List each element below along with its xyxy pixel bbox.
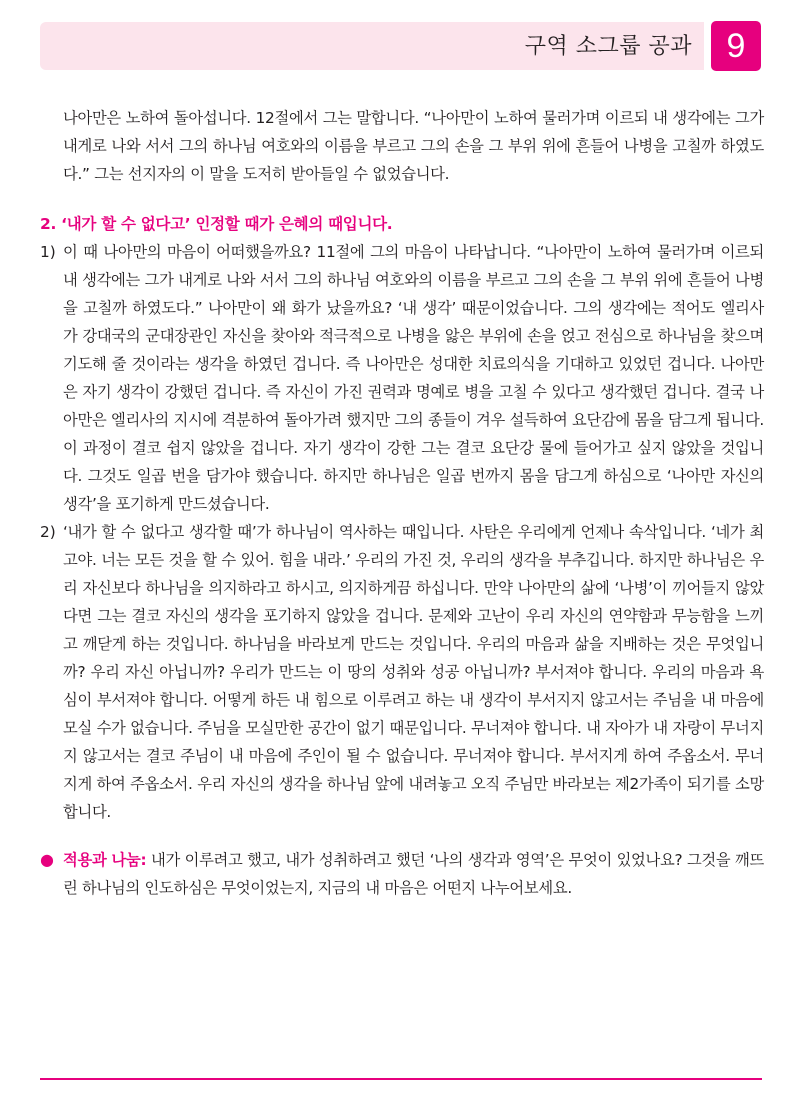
- list-item-text: 이 때 나아만의 마음이 어떠했을까요? 11절에 그의 마음이 나타납니다. “나아만이 노하여 물러가며 이르되 내 생각에는 그가 내게로 나와 서서 그의 하나님 여호와의 이름을 부르고 그의 손을 그 부위 위에 흔들어 나병을 고칠까 하였도다.” 나아만이 왜 화가 났을까요? ‘내 생각’ 때문이었습니다. 그의 생각에는 적어도 엘리사가 강대국의 군대장관인 자신을 찾아와 적극적으로 나병을 앓은 부위에 손을 얹고 전심으로 하나님을 찾으며 기도해 줄 것이라는 생각을 하였던 겁니다. 즉 나아만은 성대한 치료의식을 기대하고 있었던 겁니다. 나아만은 자기 생각이 강했던 겁니다. 즉 자신이 가진 권력과 명예로 병을 고칠 수 있다고 생각했던 겁니다. 결국 나아만은 엘리사의 지시에 격분하여 돌아가려 했지만 그의 종들이 겨우 설득하여 요단감에 몸을 담그게 됩니다. 이 과정이 결코 쉽지 않았을 겁니다. 자기 생각이 강한 그는 결코 요단강 물에 들어가고 싶지 않았을 것입니다. 그것도 일곱 번을 담가야 했습니다. 하지만 하나님은 일곱 번까지 몸을 담그게 하심으로 ‘나아만 자신의 생각’을 포기하게 만드셨습니다.: [63, 243, 764, 513]
- footer-divider: [40, 1078, 762, 1080]
- application-section: [40, 846, 764, 902]
- list-item-number: 2): [40, 523, 56, 541]
- bullet-icon: ●: [40, 850, 54, 869]
- intro-paragraph: 나아만은 노하여 돌아섭니다. 12절에서 그는 말합니다. “나아만이 노하여 물러가며 이르되 내 생각에는 그가 내게로 나와 서서 그의 하나님 여호와의 이름을 부르고 그의 손을 그 부위 위에 흔들어 나병을 고칠까 하였도다.” 그는 선지자의 이 말을 도저히 받아들일 수 없었습니다.: [63, 109, 764, 183]
- application-label: 적용과 나눔:: [63, 851, 147, 869]
- list-item-number: 1): [40, 243, 56, 261]
- page-title: 구역 소그룹 공과: [524, 34, 692, 59]
- main-content: [40, 104, 764, 902]
- list-item-text: ‘내가 할 수 없다고 생각할 때’가 하나님이 역사하는 때입니다. 사탄은 우리에게 언제나 속삭입니다. ‘네가 최고야. 너는 모든 것을 할 수 있어. 힘을 내라.’ 우리의 가진 것, 우리의 생각을 부추깁니다. 하지만 하나님은 우리 자신보다 하나님을 의지하라고 하시고, 의지하게끔 하십니다. 만약 나아만의 삶에 ‘나병’이 끼어들지 않았다면 그는 결코 자신의 생각을 포기하지 않았을 겁니다. 문제와 고난이 우리 자신의 연약함과 무능함을 느끼고 깨닫게 하는 것입니다. 하나님을 바라보게 만드는 것입니다. 우리의 마음과 삶을 지배하는 것은 무엇입니까? 우리 자신 아닙니까? 우리가 만드는 이 땅의 성취와 성공 아닙니까? 부서져야 합니다. 우리의 마음과 욕심이 부서져야 합니다. 어떻게 하든 내 힘으로 이루려고 하는 내 생각이 부서지지 않고서는 주님을 내 마음에 모실 수가 없습니다. 주님을 모실만한 공간이 없기 때문입니다. 무너져야 합니다. 내 자아가 내 자랑이 무너지지 않고서는 결코 주님이 내 마음에 주인이 될 수 없습니다. 무너져야 합니다. 부서지게 하여 주옵소서. 무너지게 하여 주옵소서. 우리 자신의 생각을 하나님 앞에 내려놓고 오직 주님만 바라보는 제2가족이 되기를 소망합니다.: [63, 523, 764, 821]
- list-item: [40, 518, 764, 826]
- list-item: [40, 238, 764, 518]
- application-body: 내가 이루려고 했고, 내가 성취하려고 했던 ‘나의 생각과 영역’은 무엇이 있었나요? 그것을 깨뜨린 하나님의 인도하심은 무엇이었는지, 지금의 내 마음은 어떤지 나누어보세요.: [63, 851, 764, 897]
- application-text: [63, 846, 764, 902]
- page-number-badge: 9: [711, 21, 761, 71]
- section-heading: 2. ‘내가 할 수 없다고’ 인정할 때가 은혜의 때입니다.: [40, 215, 393, 233]
